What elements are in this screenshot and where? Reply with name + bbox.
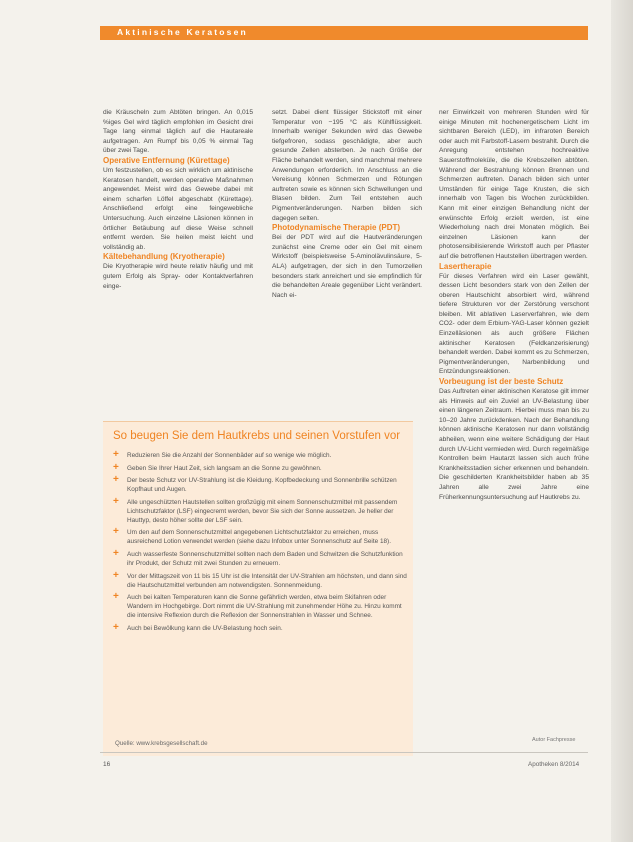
paragraph: Für dieses Verfahren wird ein Laser gewählt, dessen Licht besonders stark von den Zellen der oberen Hautschicht absorbiert wird, während tiefere Strukturen vor der Zerstörung verschont bleiben. Mit ablativen Laserverfahren, wie dem CO2- oder dem Erbium-YAG-Laser können gezielt Einzelläsionen als auch größere Flächen aktinischer Keratosen (Feldkanzerisierung) behandelt werden. Dabei kommt es zu Schmerzen, Pigmentveränderungen, Narbenbildung und Entzündungsreaktionen. bbox=[439, 272, 589, 376]
text-column-2 bbox=[272, 108, 422, 300]
plus-icon: + bbox=[113, 621, 119, 633]
section-title: Aktinische Keratosen bbox=[117, 27, 248, 37]
plus-icon: + bbox=[113, 591, 119, 603]
section-heading: Operative Entfernung (Kürettage) bbox=[103, 155, 230, 165]
infobox-item bbox=[111, 476, 407, 494]
page-edge bbox=[611, 0, 633, 842]
photo-credit: Autor Fachpresse bbox=[532, 737, 576, 743]
infobox-item bbox=[111, 451, 407, 460]
section-heading: Lasertherapie bbox=[439, 261, 492, 271]
section-header bbox=[100, 26, 588, 40]
infobox-source: Quelle: www.krebsgesellschaft.de bbox=[115, 740, 208, 747]
footer-divider bbox=[100, 752, 588, 753]
plus-icon: + bbox=[113, 495, 119, 507]
section-heading: Photodynamische Therapie (PDT) bbox=[272, 223, 401, 233]
paragraph: setzt. Dabei dient flüssiger Stickstoff mit einer Temperatur von −195 °C als Kühlflüssigkeit. Innerhalb weniger Sekunden wird das Gewebe tiefgefroren, sodass geschädigte, aber auch gesunde Zellen absterben. Je nach Größe der Fläche behandelt werden, sind manchmal mehrere Anwendungen erforderlich. Im Anschluss an die Vereisung können Schmerzen und Rötungen auftreten sowie es können sich Schwellungen und Blasen bilden. Zum Teil entstehen auch Pigmentveränderungen. Narben bilden sich dagegen selten. bbox=[272, 109, 422, 222]
plus-icon: + bbox=[113, 547, 119, 559]
infobox-item bbox=[111, 593, 407, 620]
infobox-item-text: Geben Sie Ihrer Haut Zeit, sich langsam an die Sonne zu gewöhnen. bbox=[127, 464, 322, 472]
infobox-item-text: Alle ungeschützten Hautstellen sollten großzügig mit einem Sonnenschutzmittel mit passendem Lichtschutzfaktor (LSF) eingecremt werden, bevor Sie sich der Sonne aussetzen. Je heller der Hauttyp, desto höher sollte der LSF sein. bbox=[127, 498, 398, 524]
infobox-list bbox=[111, 451, 407, 636]
paragraph: ner Einwirkzeit von mehreren Stunden wird für einige Minuten mit hochenergetischem Licht im sichtbaren Bereich (LED), im infraroten Bereich oder auch mit Farbstoff-Lasern bestrahlt. Durch die Anregung entstehen hochreaktive Sauerstoffmoleküle, die die Krebszellen abtöten. Während der Bestrahlung können Brennen und Schmerzen auftreten. Danach bilden sich unter Umständen für einige Tage Krusten, die sich innerhalb von Tagen bis Wochen zurückbilden. Kann mit einer einzigen Behandlung nicht der erwünschte Erfolg erzielt werden, ist eine Wiederholung nach drei Monaten möglich. Bei einzelnen Läsionen kann der photosensibilisierende Wirkstoff auch per Pflaster auf die betroffenen Hautstellen übertragen werden. bbox=[439, 109, 589, 260]
plus-icon: + bbox=[113, 474, 119, 486]
infobox-item-text: Auch bei kalten Temperaturen kann die Sonne gefährlich werden, etwa beim Skifahren oder Wandern im Hochgebirge. Dort nimmt die UV-Strahlung mit zunehmender Höhe zu. Hinzu kommt die intensive Reflexion durch die Reflexion der Sonnenstrahlen in Wasser und Schnee. bbox=[127, 594, 402, 620]
plus-icon: + bbox=[113, 461, 119, 473]
infobox-item bbox=[111, 569, 407, 590]
infobox-item-text: Vor der Mittagszeit von 11 bis 15 Uhr ist die Intensität der UV-Strahlen am höchsten, und dann sind die Hautschutzmittel verbunden am notwendigsten. Sonnenmeidung. bbox=[127, 572, 407, 589]
text-column-3 bbox=[439, 108, 589, 502]
infobox-item-text: Der beste Schutz vor UV-Strahlung ist die Kleidung. Kopfbedeckung und Sonnenbrille schützen Kopfhaut und Augen. bbox=[127, 477, 397, 494]
page-number: 16 bbox=[103, 761, 111, 768]
infobox-item bbox=[111, 528, 407, 546]
section-heading: Kältebehandlung (Kryotherapie) bbox=[103, 252, 225, 262]
paragraph: Bei der PDT wird auf die Hautveränderungen zunächst eine Creme oder ein Gel mit einem Wirkstoff (beispielsweise 5-Aminolävulinsäure, 5-ALA) aufgetragen, der sich in den Tumorzellen besonders stark anreichert und sie empfindlich für die behandelten Areale gegenüber Licht verändert. Nach ei- bbox=[272, 234, 422, 299]
infobox-item-text: Auch wasserfeste Sonnenschutzmittel sollten nach dem Baden und Schwitzen die Schutzfunktion ihr Produkt, der Schutz mit zwei Stunden zu erneuern. bbox=[127, 550, 403, 567]
infobox-item bbox=[111, 461, 407, 473]
infobox-item bbox=[111, 621, 407, 633]
infobox-item-text: Reduzieren Sie die Anzahl der Sonnenbäder auf so wenige wie möglich. bbox=[127, 452, 332, 459]
paragraph: Das Auftreten einer aktinischen Keratose gilt immer als Hinweis auf ein Zuviel an UV-Belastung über einen längeren Zeitraum. Hierbei muss man bis zu 10–20 Jahre zurückdenken. Nach der Behandlung können aktinische Keratosen nur dann vollständig abheilen, wenn eine weitere Schädigung der Haut durch UV-Licht vermieden wird. Durch regelmäßige Kontrollen beim Hautarzt lassen sich auch frühe Krankheitsstadien sicher erkennen und behandeln. Die geschilderten Krankheitsbilder haben ab 35 Jahren alle zwei Jahre eine Früherkennungsuntersuchung auf Hautkrebs zu. bbox=[439, 388, 589, 501]
plus-icon: + bbox=[113, 449, 119, 460]
infobox-title: So beugen Sie dem Hautkrebs und seinen Vorstufen vor bbox=[113, 430, 401, 442]
paragraph: die Kräuscheln zum Abtöten bringen. An 0,015 %iges Gel wird täglich empfohlen im Gesicht drei Tage lang einmal täglich auf die Hautareale aufgetragen. Am Rumpf bis 0,05 % einmal Tag über zwei Tage. bbox=[103, 109, 253, 155]
section-heading: Vorbeugung ist der beste Schutz bbox=[439, 377, 564, 387]
infobox-item-text: Um den auf dem Sonnenschutzmittel angegebenen Lichtschutzfaktor zu erreichen, muss ausreichend Lotion verwendet werden (siehe dazu Infobox unter Sonnenschutz auf Seite 18). bbox=[127, 529, 391, 546]
infobox-item bbox=[111, 495, 407, 525]
infobox-item bbox=[111, 547, 407, 568]
paragraph: Um festzustellen, ob es sich wirklich um aktinische Keratosen handelt, werden operative Maßnahmen angewendet. Meist wird das Gewebe dabei mit einem scharfen Löffel abgeschabt (Kürettage). Anschließend erfolgt eine feingewebliche Untersuchung. Auch einzelne Läsionen können in örtlicher Betäubung auf diese Weise schnell entfernt werden. Sie heilen meist leicht und vollständig ab. bbox=[103, 166, 253, 251]
plus-icon: + bbox=[113, 569, 119, 581]
plus-icon: + bbox=[113, 526, 119, 538]
prevention-infobox bbox=[103, 421, 413, 756]
text-column-1 bbox=[103, 108, 253, 291]
paragraph: Die Kryotherapie wird heute relativ häufig und mit gutem Erfolg als Spray- oder Kontaktverfahren einge- bbox=[103, 263, 253, 290]
infobox-item-text: Auch bei Bewölkung kann die UV-Belastung hoch sein. bbox=[127, 624, 283, 632]
publication-info: Apotheken 8/2014 bbox=[528, 761, 580, 768]
